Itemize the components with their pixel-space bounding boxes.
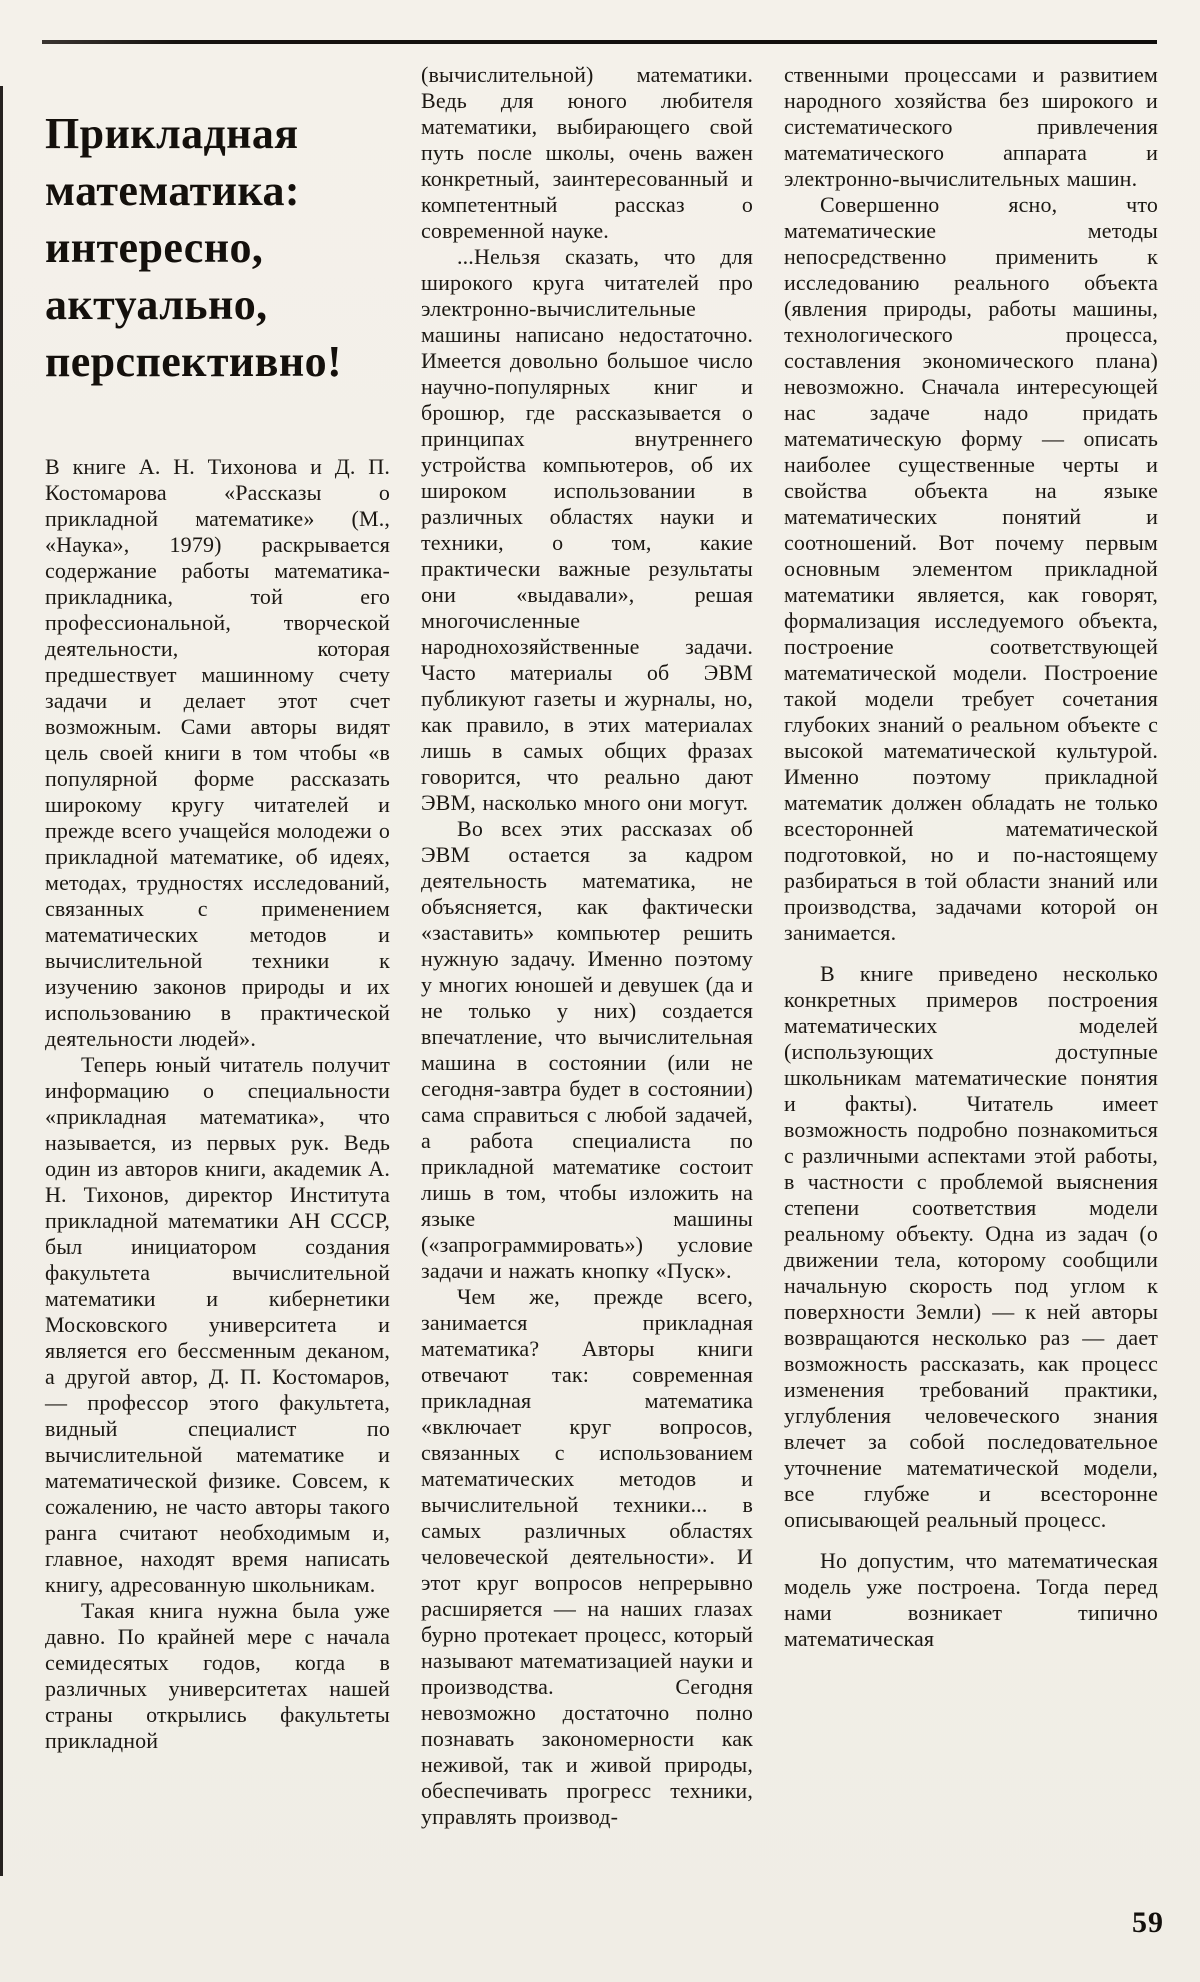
column-3 <box>784 62 1158 1830</box>
paragraph: Такая книга нужна была уже давно. По крайней мере с начала семидесятых годов, когда в различных университетах нашей страны открылись факультеты прикладной <box>45 1598 390 1753</box>
paragraph: Во всех этих рассказах об ЭВМ остается за кадром деятельность математика, не объясняется, как фактически «заставить» компьютер решить нужную задачу. Именно поэтому у многих юношей и девушек (да и не только у них) создается впечатление, что вычислительная машина в состоянии (или не сегодня-завтра будет в состоянии) сама справиться с любой задачей, а работа специалиста по прикладной математике состоит лишь в том, чтобы изложить на языке машины («запрограммировать») условие задачи и нажать кнопку «Пуск». <box>421 816 753 1283</box>
paragraph: ...Нельзя сказать, что для широкого круга читателей про электронно-вычислительные машины написано недостаточно. Имеется довольно большое число научно-популярных книг и брошюр, где рассказывается о принципах внутреннего устройства компьютеров, об их широком использовании в различных областях науки и техники, о том, какие практически важные результаты они «выдавали», решая многочисленные народнохозяйственные задачи. Часто материалы об ЭВМ публикуют газеты и журналы, но, как правило, в этих материалах лишь в самых общих фразах говорится, что реально дают ЭВМ, насколько много они могут. <box>421 244 753 815</box>
page-number: 59 <box>1132 1906 1164 1939</box>
column-2 <box>421 62 753 1830</box>
paragraph: Совершенно ясно, что математические методы непосредственно применить к исследованию реального объекта (явления природы, работы машины, технологического процесса, составления экономического плана) невозможно. Сначала интересующей нас задаче надо придать математическую форму — описать наиболее существенные черты и свойства объекта на языке математических понятий и соотношений. Вот почему первым основным элементом прикладной математики является, как говорят, формализация исследуемого объекта, построение соответствующей математической модели. Построение такой модели требует сочетания глубоких знаний о реальном объекте с высокой математической культурой. Именно поэтому прикладной математик должен обладать не только всесторонней математической подготовкой, но и по-настоящему разбираться в той области знаний или производства, задачами которой он занимается. <box>784 192 1158 945</box>
paragraph: ственными процессами и развитием народного хозяйства без широкого и систематического привлечения математического аппарата и электронно-вычислительных машин. <box>784 62 1158 191</box>
column-1 <box>45 62 390 1830</box>
paragraph: (вычислительной) математики. Ведь для юного любителя математики, выбирающего свой путь после школы, очень важен конкретный, заинтересованный и компетентный рассказ о современной науке. <box>421 62 753 243</box>
paragraph: В книге А. Н. Тихонова и Д. П. Костомарова «Рассказы о прикладной математике» (М., «Наука», 1979) раскрывается содержание работы математика-прикладника, той его профессиональной, творческой деятельности, которая предшествует машинному счету задачи и делает этот счет возможным. Сами авторы видят цель своей книги в том чтобы «в популярной форме рассказать широкому кругу читателей и прежде всего учащейся молодежи о прикладной математике, об идеях, методах, трудностях исследований, связанных с применением математических методов и вычислительной техники к изучению законов природы и их использованию в практической деятельности людей». <box>45 454 390 1051</box>
page-edge-line <box>0 86 3 1876</box>
article-columns <box>45 62 1158 1830</box>
article-title: Прикладная математика: интересно, актуально, перспективно! <box>45 109 343 386</box>
top-rule <box>42 40 1157 44</box>
paragraph: В книге приведено несколько конкретных примеров построения математических моделей (использующих доступные школьникам математические понятия и факты). Читатель имеет возможность подробно познакомиться с различными аспектами этой работы, в частности с проблемой выяснения степени соответствия модели реальному объекту. Одна из задач (о движении тела, которому сообщили начальную скорость под углом к поверхности Земли) — к ней авторы возвращаются несколько раз — дает возможность рассказать, как процесс изменения требований практики, углубления человеческого знания влечет за собой последовательное уточнение математической модели, все глубже и всесторонне описывающей реальный процесс. <box>784 961 1158 1532</box>
paragraph: Но допустим, что математическая модель уже построена. Тогда перед нами возникает типично математическая <box>784 1548 1158 1651</box>
paragraph: Теперь юный читатель получит информацию о специальности «прикладная математика», что называется, из первых рук. Ведь один из авторов книги, академик А. Н. Тихонов, директор Института прикладной математики АН СССР, был инициатором создания факультета вычислительной математики и кибернетики Московского университета и является его бессменным деканом, а другой автор, Д. П. Костомаров,— профессор этого факультета, видный специалист по вычислительной математике и математической физике. Совсем, к сожалению, не часто авторы такого ранга считают необходимым и, главное, находят время написать книгу, адресованную школьникам. <box>45 1052 390 1597</box>
paragraph: Чем же, прежде всего, занимается прикладная математика? Авторы книги отвечают так: современная прикладная математика «включает круг вопросов, связанных с использованием математических методов и вычислительной техники... в самых различных областях человеческой деятельности». И этот круг вопросов непрерывно расширяется — на наших глазах бурно протекает процесс, который называют математизацией науки и производства. Сегодня невозможно достаточно полно познавать закономерности как неживой, так и живой природы, обеспечивать прогресс техники, управлять производ- <box>421 1284 753 1829</box>
